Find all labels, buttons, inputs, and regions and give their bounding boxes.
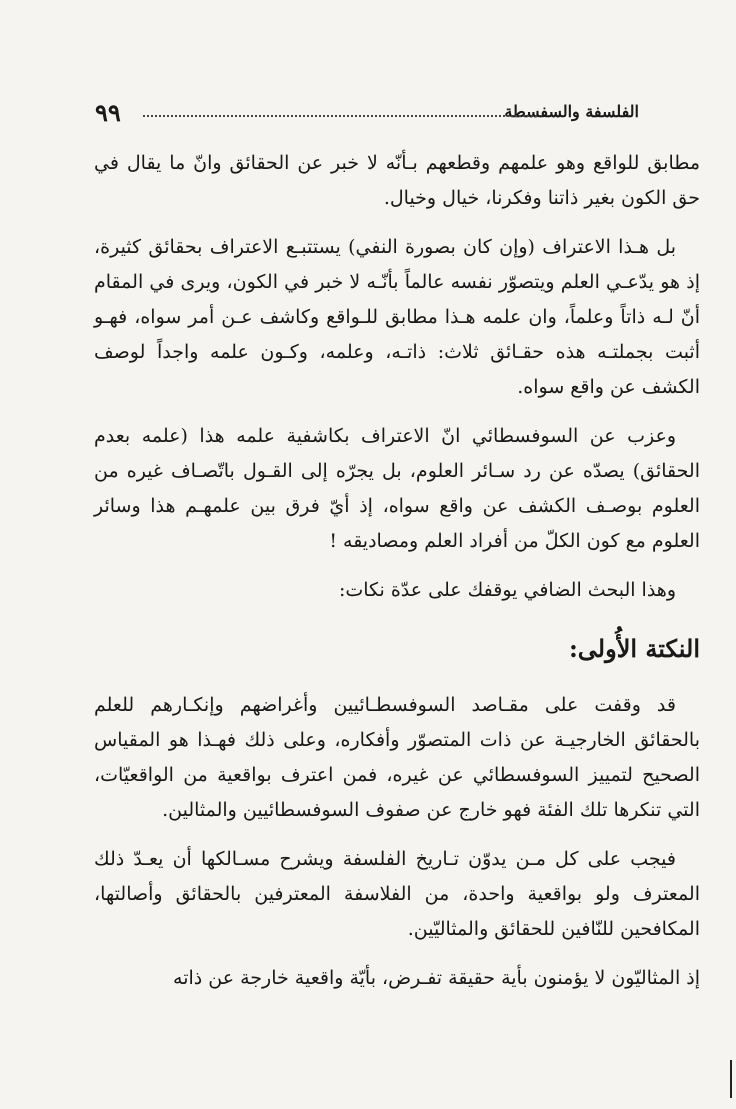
- section-heading: النكتة الأُولى:: [568, 634, 700, 663]
- paragraph: مطابق للواقع وهو علمهم وقطعهم بـأنّه لا خبر عن الحقائق وانّ ما يقال في حق الكون بغير ذاتنا وفكرنا، خيال وخيال.: [94, 152, 700, 209]
- paragraph: وهذا البحث الضافي يوقفك على عدّة نكات:: [338, 579, 676, 601]
- paragraph: فيجب على كل مـن يدوّن تـاريخ الفلسفة ويشرح مسـالكها أن يعـدّ ذلك المعترف ولو بواقعية واحدة، من الفلاسفة المعترفين بالحقائق وأصالتها، المكافحين للنّافين للحقائق والمثاليّين.: [94, 848, 700, 940]
- paragraph: بل هـذا الاعتراف (وإن كان بصورة النفي) يستتبـع الاعتراف بحقائق كثيرة، إذ هو يدّعـي العلم ويتصوّر نفسه عالماً بأنّـه لا خبر في الكون، ويرى في المقام أنّ لـه ذاتاً وعلماً، وان علمه هـذا مطابق للـواقع وكاشف عـن أمر سواه، فهـو أثبت بجملتـه هذه حقـائق ثلاث: ذاتـه، وعلمه، وكـون علمه واجداً لوصف الكشف عن واقع سواه.: [94, 236, 700, 398]
- running-title: الفلسفة والسفسطة: [504, 102, 639, 121]
- paragraph: قد وقفت على مقـاصد السوفسطـائيين وأغراضهم وإنكـارهم للعلم بالحقائق الخارجيـة عن ذات المتصوّر وأفكاره، وعلى ذلك فهـذا هو المقياس الصحيح لتمييز السوفسطائي عن غيره، فمن اعترف بواقعية من الواقعيّات، التي تنكرها تلك الفئة فهو خارج عن صفوف السوفسطائيين والمثالين.: [94, 694, 700, 821]
- running-header: [95, 100, 639, 130]
- text-body: [94, 146, 700, 1010]
- paragraph: وعزب عن السوفسطائي انّ الاعتراف بكاشفية علمه هذا (علمه بعدم الحقائق) يصدّه عن رد سـائر العلوم، بل يجرّه إلى القـول باتّصـاف غيره من العلوم بوصـف الكشف عن واقع سواه، إذ أيّ فرق بين علمهـم هذا وسائر العلوم مع كون الكلّ من أفراد العلم ومصاديقه !: [94, 425, 700, 552]
- dotted-leader: [143, 115, 537, 117]
- page-number: ٩٩: [95, 98, 121, 127]
- paragraph: إذ المثاليّون لا يؤمنون بأية حقيقة تفـرض، بأيّة واقعية خارجة عن ذاته: [173, 967, 700, 989]
- page-edge-mark: [730, 1060, 732, 1098]
